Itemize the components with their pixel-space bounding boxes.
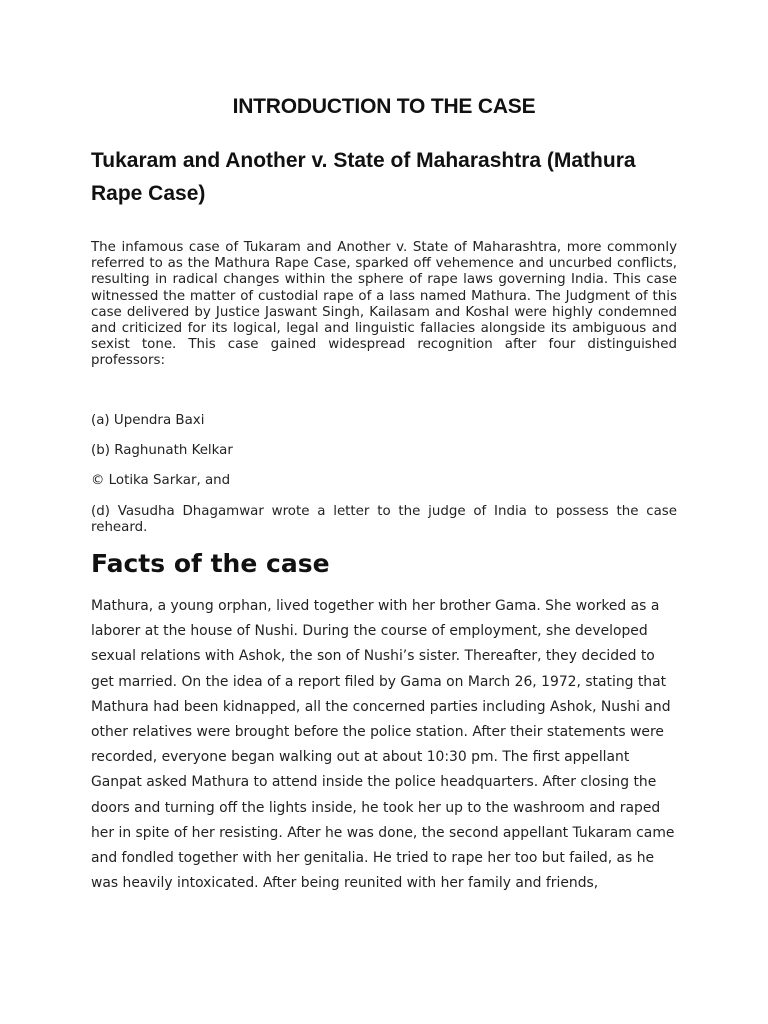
page-title: INTRODUCTION TO THE CASE [232, 95, 536, 118]
facts-paragraph: Mathura, a young orphan, lived together with her brother Gama. She worked as a laborer at the house of Nushi. During the course of employment, she developed sexual relations with Ashok, the son of Nushi’s sister. Thereafter, they decided to get married. On the idea of a report filed by Gama on March 26, 1972, stating that Mathura had been kidnapped, all the concerned parties including Ashok, Nushi and other relatives were brought before the police station. After their statements were recorded, everyone began walking out at about 10:30 pm. The first appellant Ganpat asked Mathura to attend inside the police headquarters. After closing the doors and turning off the lights inside, he took her up to the washroom and raped her in spite of her resisting. After he was done, the second appellant Tukaram came and fondled together with her genitalia. He tried to rape her too but failed, as he was heavily intoxicated. After being reunited with her family and friends, [91, 598, 675, 892]
list-item: (b) Raghunath Kelkar [91, 443, 233, 459]
list-item: © Lotika Sarkar, and [91, 473, 231, 489]
section-heading-facts: Facts of the case [91, 549, 330, 578]
list-item: (d) Vasudha Dhagamwar wrote a letter to the judge of India to possess the case reheard. [91, 503, 677, 535]
intro-paragraph: The infamous case of Tukaram and Another v. State of Maharashtra, more commonly referred to as the Mathura Rape Case, sparked off vehemence and uncurbed conflicts, resulting in radical changes within the sphere of rape laws governing India. This case witnessed the matter of custodial rape of a lass named Mathura. The Judgment of this case delivered by Justice Jaswant Singh, Kailasam and Koshal were highly condemned and criticized for its logical, legal and linguistic fallacies alongside its ambiguous and sexist tone. This case gained widespread recognition after four distinguished professors: [91, 240, 677, 369]
case-title: Tukaram and Another v. State of Maharashtra (Mathura Rape Case) [91, 149, 636, 205]
list-item: (a) Upendra Baxi [91, 413, 205, 428]
professors-list [91, 413, 677, 536]
